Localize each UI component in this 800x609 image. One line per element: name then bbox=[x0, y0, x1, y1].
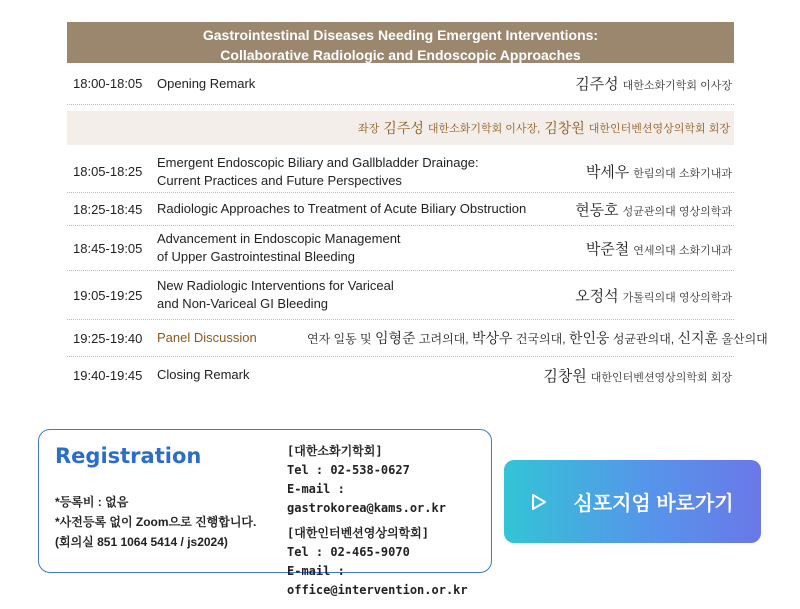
title-line-1: New Radiologic Interventions for Variceal bbox=[157, 278, 394, 293]
row-speaker bbox=[575, 73, 734, 94]
program-header bbox=[67, 22, 734, 63]
speaker-affiliation: 연세의대 소화기내과 bbox=[633, 244, 732, 257]
speaker-name: 오정석 bbox=[575, 287, 619, 305]
row-title: Opening Remark bbox=[157, 75, 256, 91]
speaker-affiliation: 대한소화기학회 이사장 bbox=[622, 80, 732, 92]
panel-speakers bbox=[307, 328, 770, 348]
panel-speaker-name: 한인웅 bbox=[568, 330, 610, 346]
row-time: 18:05-18:25 bbox=[73, 164, 143, 179]
speaker-name: 현동호 bbox=[575, 201, 619, 219]
panel-prefix: 연자 일동 및 bbox=[307, 332, 372, 346]
row-time: 19:05-19:25 bbox=[73, 287, 143, 303]
contact-tel-1: Tel : 02-538-0627 bbox=[287, 463, 410, 477]
speaker-affiliation: 가톨릭의대 영상의학과 bbox=[622, 291, 732, 304]
row-speaker bbox=[586, 161, 734, 182]
row-title bbox=[157, 200, 575, 218]
panel-speaker-name: 신지훈 bbox=[677, 330, 719, 346]
session-row bbox=[67, 151, 734, 193]
panel-speaker-affiliation: 울산의대 bbox=[721, 332, 768, 346]
contact-org-2: [대한인터벤션영상의학회] bbox=[287, 526, 429, 540]
contact-info bbox=[287, 442, 491, 600]
speaker-name: 김창원 bbox=[543, 367, 587, 385]
registration-fee-note: *등록비 : 없음 bbox=[55, 495, 129, 509]
symposium-link-label: 심포지엄 바로가기 bbox=[573, 493, 734, 515]
row-time: 18:00-18:05 bbox=[73, 76, 143, 91]
title-line-1: Emergent Endoscopic Biliary and Gallbladder Drainage: bbox=[157, 154, 479, 170]
speaker-name: 박세우 bbox=[585, 164, 630, 181]
row-title bbox=[157, 230, 586, 266]
chair-name-2: 김창원 bbox=[544, 120, 585, 136]
row-speaker bbox=[543, 365, 734, 386]
registration-meeting-id: (회의실 851 1064 5414 / js2024) bbox=[55, 535, 228, 549]
contact-email-2[interactable]: E-mail : office@intervention.or.kr bbox=[287, 564, 468, 597]
title-line-2: and Non-Variceal GI Bleeding bbox=[157, 296, 329, 311]
title-line-2: of Upper Gastrointestinal Bleeding bbox=[157, 249, 356, 264]
panel-title: Panel Discussion bbox=[157, 330, 257, 345]
title-line-1: Radiologic Approaches to Treatment of Acute Biliary Obstruction bbox=[157, 201, 527, 216]
registration-notes bbox=[55, 492, 256, 552]
contact-tel-2: Tel : 02-465-9070 bbox=[287, 545, 410, 559]
panel-speaker-name: 박상우 bbox=[471, 330, 513, 346]
play-outline-icon bbox=[531, 493, 547, 511]
row-title: Closing Remark bbox=[157, 367, 250, 382]
chair-name-1: 김주성 bbox=[383, 120, 424, 136]
program-table bbox=[67, 22, 768, 393]
speaker-affiliation: 대한인터벤션영상의학회 회장 bbox=[590, 371, 732, 384]
title-line-1: Advancement in Endoscopic Management bbox=[157, 231, 401, 246]
header-line-2: Collaborative Radiologic and Endoscopic Approaches bbox=[220, 47, 581, 63]
row-speaker bbox=[586, 238, 734, 259]
speaker-affiliation: 성균관의대 영상의학과 bbox=[622, 205, 732, 218]
row-speaker bbox=[575, 199, 734, 220]
header-line-1: Gastrointestinal Diseases Needing Emergent Interventions: bbox=[202, 27, 599, 43]
panel-speaker-name: 임형준 bbox=[374, 330, 416, 346]
row-title bbox=[157, 154, 586, 190]
speaker-name: 박준철 bbox=[585, 240, 630, 258]
panel-row bbox=[67, 320, 768, 357]
chair-affiliation-2: 대한인터벤션영상의학회 회장 bbox=[588, 123, 730, 135]
chair-label: 좌장 bbox=[358, 123, 380, 135]
chair-bar bbox=[67, 111, 734, 145]
symposium-link-button[interactable] bbox=[504, 460, 761, 543]
row-time: 18:25-18:45 bbox=[73, 201, 143, 217]
title-line-2: Current Practices and Future Perspectives bbox=[157, 172, 402, 188]
speaker-name: 김주성 bbox=[575, 76, 619, 93]
session-row bbox=[67, 193, 734, 226]
contact-email-1[interactable]: E-mail : gastrokorea@kams.or.kr bbox=[287, 482, 446, 515]
row-time: 19:25-19:40 bbox=[73, 330, 143, 346]
row-time: 19:40-19:45 bbox=[73, 367, 143, 383]
registration-title: Registration bbox=[55, 444, 202, 468]
speaker-affiliation: 한림의대 소화기내과 bbox=[633, 168, 732, 180]
panel-speaker-affiliation: 건국의대, bbox=[515, 332, 566, 346]
registration-zoom-note: *사전등록 없이 Zoom으로 진행합니다. bbox=[55, 515, 257, 529]
closing-row bbox=[67, 357, 734, 393]
opening-row bbox=[67, 63, 734, 105]
chair-affiliation-1: 대한소화기학회 이사장, bbox=[427, 123, 541, 135]
panel-speaker-affiliation: 성균관의대, bbox=[612, 332, 675, 346]
session-row bbox=[67, 226, 734, 271]
row-speaker bbox=[575, 285, 734, 306]
row-title bbox=[157, 277, 575, 313]
registration-box bbox=[38, 429, 492, 597]
panel-speaker-affiliation: 고려의대, bbox=[418, 332, 469, 346]
row-time: 18:45-19:05 bbox=[73, 240, 143, 256]
session-row bbox=[67, 271, 734, 320]
contact-org-1: [대한소화기학회] bbox=[287, 444, 383, 458]
